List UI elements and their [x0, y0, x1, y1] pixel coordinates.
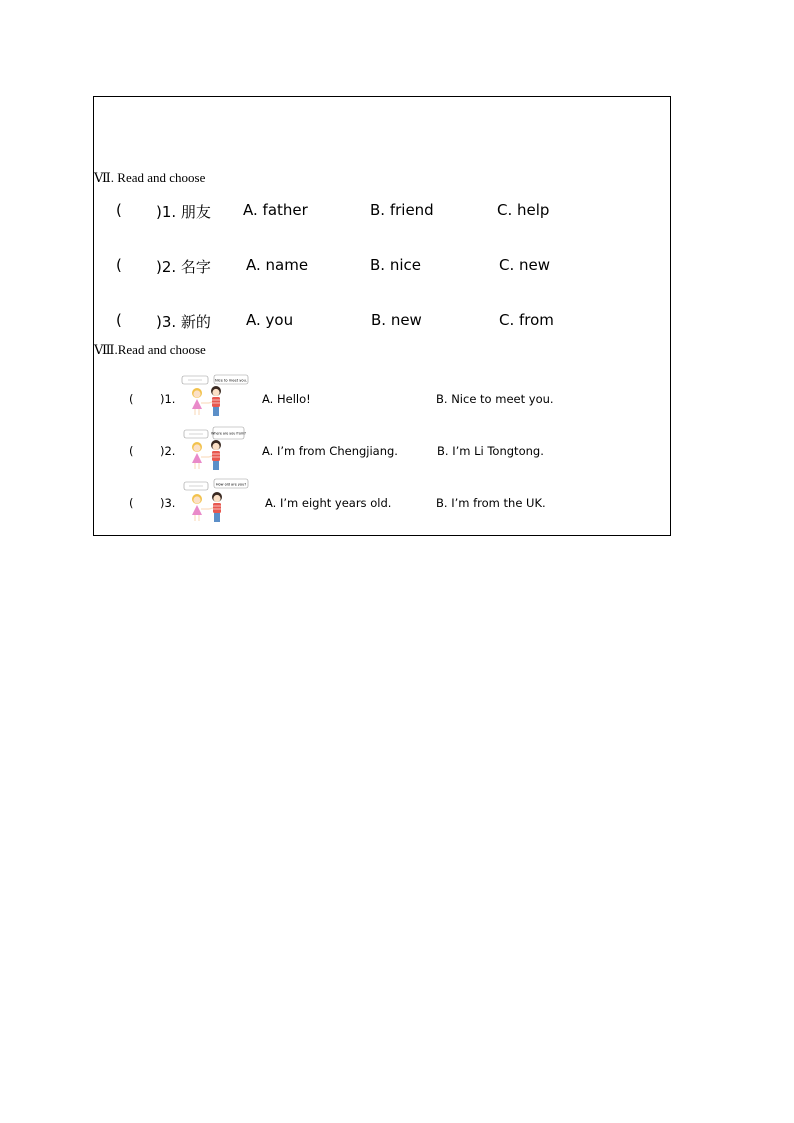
option-a: A. father — [243, 201, 308, 219]
option-b: B. Nice to meet you. — [436, 392, 554, 406]
speech-bubble-text: Nice to meet you. — [215, 378, 247, 383]
section8-heading: Ⅷ.Read and choose — [94, 342, 206, 357]
question-number: )3. — [160, 496, 176, 510]
answer-paren[interactable]: ( — [116, 256, 122, 274]
question-number: )2. — [160, 444, 176, 458]
speech-bubble-text: How old are you? — [215, 482, 247, 487]
answer-paren[interactable]: ( — [129, 444, 134, 458]
kids-dialogue-illustration — [183, 426, 255, 472]
answer-paren[interactable]: ( — [129, 496, 134, 510]
option-a: A. name — [246, 256, 309, 274]
option-c: C. from — [499, 311, 554, 329]
question-number: )3. 新的 — [156, 313, 211, 331]
option-b: B. new — [371, 311, 422, 329]
question-number: )1. 朋友 — [156, 203, 211, 221]
kids-dialogue-illustration — [181, 374, 253, 420]
answer-paren[interactable]: ( — [116, 311, 122, 329]
answer-paren[interactable]: ( — [116, 201, 122, 219]
section7-heading: Ⅶ. Read and choose — [94, 170, 206, 185]
option-c: C. help — [497, 201, 550, 219]
option-a: A. I’m eight years old. — [265, 496, 392, 510]
question-number: )2. 名字 — [156, 258, 211, 276]
option-a: A. you — [246, 311, 294, 329]
question-number: )1. — [160, 392, 176, 406]
option-b: B. friend — [370, 201, 434, 219]
option-a: A. I’m from Chengjiang. — [262, 444, 398, 458]
option-b: B. nice — [370, 256, 421, 274]
option-b: B. I’m Li Tongtong. — [437, 444, 544, 458]
kids-dialogue-illustration — [183, 478, 255, 524]
option-b: B. I’m from the UK. — [436, 496, 546, 510]
option-c: C. new — [499, 256, 551, 274]
answer-paren[interactable]: ( — [129, 392, 134, 406]
speech-bubble-text: Where are you from? — [211, 431, 246, 436]
option-a: A. Hello! — [262, 392, 311, 406]
